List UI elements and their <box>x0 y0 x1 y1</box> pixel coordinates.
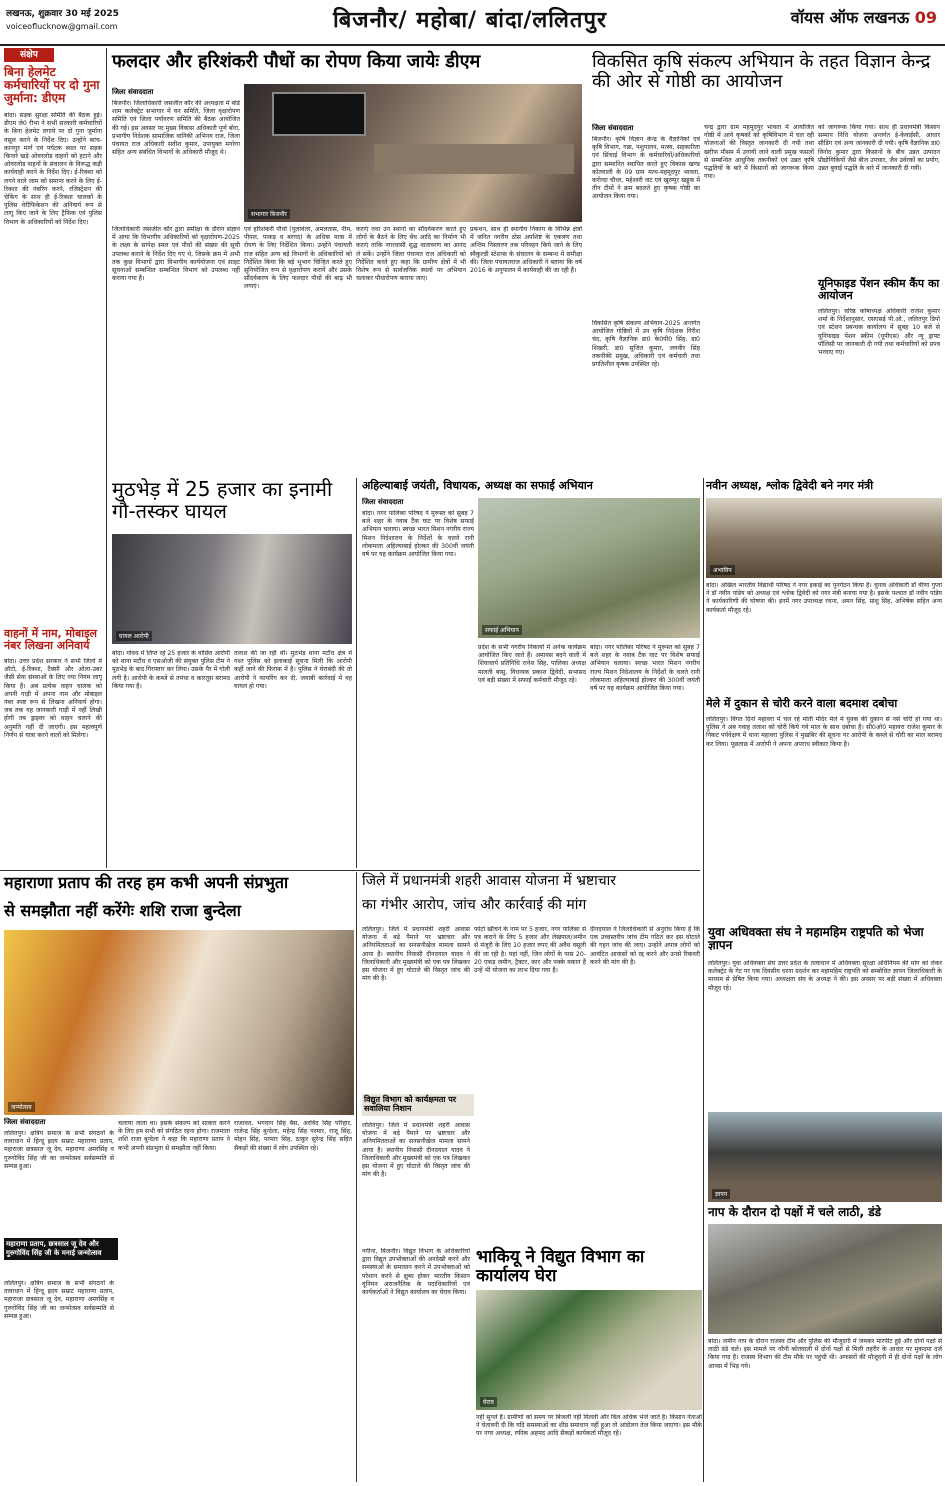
land-dispute-body: बांदा। जमीन नाप के दौरान राजस्व टीम और पुलिस की मौजूदगी में जमकर मारपीट हुई और दोनों पक्षों से लाठी डंडे चले। इस मामले पर नरैनी कोतवाली में दोनों पक्षों से मिली तहरीर के आधार पर मुकदमा दर्ज किया गया है। राजस्व विभाग की टीम मौके पर पहुंची थी। अफसरों की मौजूदगी में ही दोनों पक्षों के लोग आपस में भिड़ गये। <box>708 1338 942 1370</box>
brief-body-2: बांदा। उत्तर प्रदेश सरकार ने सभी जिलों में ऑटो, ई-रिक्शा, टैक्सी और ओला-उबर जैसी सेवा संस्थाओं के लिए नया नियम लागू किया है। अब प्रत्येक वाहन चालक को अपनी गाड़ी में अपना नाम और मोबाइल नंबर स्पष्ट रूप से लिखना अनिवार्य होगा। जब तक यह जानकारी गाड़ी में नहीं लिखी होगी तब ड्राइवर को वाहन चलाने की अनुमति नहीं दी जाएगी। इस महत्वपूर्ण निर्णय से यात्रा करने वालों को मिलेगा। <box>4 658 102 739</box>
encounter-body-2: तलाश की जा रही थी। मुठभेड़ थाना मटौंध क्षेत्र में गश्त पुलिस को इलाकाई सूचना मिली कि आरोपी कहीं जाने की फिराक में है। पुलिस ने घेराबंदी की तो आरोपी ने फायरिंग कर दी, जवाबी कार्रवाई में वह घायल हो गया। <box>234 650 352 690</box>
encounter-photo <box>112 534 352 644</box>
lawyers-body: ललितपुर। युवा अधिवक्ता संघ उत्तर प्रदेश के तत्वाधान में अधिवक्ता सुरक्षा अधिनियम की मांग को लेकर कलेक्ट्रेट के गेट पर एक दिवसीय धरना प्रदर्शन कर महामहिम राष्ट्रपति को सम्बोधित ज्ञापन जिलाधिकारी के माध्यम से प्रेषित किया गया। अध्यक्षता संघ के अध्यक्ष ने की। इस अवसर पर बड़ी संख्या में अधिवक्ता मौजूद रहे। <box>708 960 942 992</box>
maharana-body-3: राजावत, भगवान सिंह बैस, अरविंद सिंह परिहार, राजेन्द्र सिंह बुन्देला, महेन्द्र सिंह परमार, राजू सिंह, मोहन सिंह, परमार सिंह, ठाकुर सुरेन्द्र सिंह सहित सैकड़ों की संख्या में लोग उपस्थित रहे। <box>234 1120 352 1152</box>
maharana-photo <box>4 930 354 1115</box>
column-rule <box>703 478 704 1482</box>
ups-headline: यूनिफाइड पेंशन स्कीम कैंप का आयोजन <box>818 277 940 303</box>
lawyers-photo-label: ज्ञापन <box>712 1189 730 1199</box>
housing-body-2: फोटो खींचने के नाम पर 5 हजार, नगर पालिका से पत्र कराने के लिए 5 हजार और लेखपाल/अमीन से मंजूरी के लिए 10 हजार रुपए की अवैध वसूली की जा रही है। यहां नहीं, जिन लोगों के पास 20-20 एकड़ जमीन, ट्रैक्टर, कार और पक्के मकान हैं उन्हें भी योजना का लाभ दिया गया है। <box>474 926 586 975</box>
maharana-body-1: ललितपुर। क्षत्रिय समाज के सभी संगठनों के तत्वाधान में हिन्दू ह्रदय सम्राट महाराणा प्रताप, महाराजा छत्रसाल जू देव, महाराणा अमरसिंह व गुरुगोविंद सिंह जी का जन्मोत्सव सर्वसम्मति से सम्पन्न हुआ। <box>4 1130 114 1170</box>
cleaning-headline: अहिल्याबाई जयंती, विधायक, अध्यक्ष का सफाई अभियान <box>362 479 593 492</box>
fair-theft-headline: मेले में दुकान से चोरी करने वाला बदमाश दबोचा <box>706 697 898 710</box>
abvp-headline: नवीन अध्यक्ष, श्लोक द्विवेदी बने नगर मंत्री <box>706 479 874 492</box>
fair-theft-body: ललितपुर। विगत दिनों महावरा में चल रहे मोती मंदिर मेले में युवक की दुकान से नर्स चोरी हो गया था। पुलिस ने अब गवाह तलाश को चोरी किये गये माल के साथ दबोचा है। सी0ओ0 महावरा राजेश कुमार के निकट पर्यवेक्षण में थाना महावरा पुलिस ने मुखबिर की सूचना पर आरोपी के कब्जे से चोरी का माल बरामद कर लिया। पूछताछ में आरोपी ने अपना अपराध स्वीकार किया है। <box>706 716 942 748</box>
maharana-photo-label: जन्मोत्सव <box>8 1102 35 1112</box>
maharana-dateline: जिला संवाददाता <box>4 1118 46 1126</box>
bku-body-2: नहीं सुनते हैं। ग्रामीणों को समय पर बिजली नहीं मिलती और बिल अधिक भेजे जाते हैं। किसान नेताओं ने चेतावनी दी कि यदि समस्याओं का शीघ्र समाधान नहीं हुआ तो आंदोलन तेज किया जाएगा। इस मौके पर नगर अध्यक्ष, रफीक अहमद आदि सैकड़ों कार्यकर्ता मौजूद रहे। <box>476 1414 702 1438</box>
housing-subhead: विद्युत विभाग को कार्यक्षमता पर सवालिया निशान <box>362 1094 474 1116</box>
encounter-headline: मुठभेड़ में 25 हजार का इनामी गौ-तस्कर घायल <box>112 477 333 523</box>
agri-dateline: जिला संवाददाता <box>592 124 634 132</box>
cleaning-body-1: बांदा। नगर पालिका परिषद ने मुरूस्त को सुबह 7 बजे शहर के नवाब टैंक घाट पर विशेष सफाई अभियान चलाया। स्वच्छ भारत मिशन नगरीय राज्य मिशन निदेशालय के निर्देशों के चलते रानी लोकमाता अहिल्याबाई होल्कर की 300वीं जयंती वर्ष पर यह कार्यक्रम आयोजित किया गया। <box>362 510 474 559</box>
lawyers-headline: युवा अधिवक्ता संघ ने महामहिम राष्ट्रपति को भेजा ज्ञापन <box>708 925 924 953</box>
bku-photo <box>476 1290 702 1410</box>
column-rule <box>356 872 357 1482</box>
maharana-headline-1: महाराणा प्रताप की तरह हम कभी अपनी संप्रभुता <box>4 873 289 892</box>
column-rule <box>106 48 107 868</box>
ups-body: ललितपुर। चरिष्ठ कोषाध्यक्ष अधिकारी राजेश कुमार शर्मा के निर्देशानुसार, एसएसई पी.ओ., ललितपुर डिपो एवं स्टेशन प्रबन्धक कार्यालय में सुबह 10 बजे से यूनिफाइड पेंशन स्कीम (यूपीएस) और न्यू ड्राफ्ट पॉलिसी पर जानकारी दी गयी तथा कर्मचारियों को प्रपत्र भरवाए गए। <box>818 308 940 357</box>
brief-tag: संक्षेप <box>4 48 54 62</box>
section-title: बिजनौर/ महोबा/ बांदा/ललितपुर <box>333 8 607 33</box>
lawyers-photo <box>708 1112 942 1202</box>
agri-body-2: विकसित कृषि संकल्प अभियान-2025 अन्तर्गत आयोजित गोष्ठियों में उप कृषि निदेशक गिरीश चंद, कृषि वैज्ञानिक डा0 के0पी0 सिंह, डा0 शिखरी, डा0 सुजित कुमार, जयवीर सिंह तकनीकी प्रमुख, अधिकारी एवं कर्मचारी तथा प्रगतिशील कृषक उपस्थित रहे। <box>592 320 700 369</box>
abvp-photo-label: अभाविप <box>710 565 735 575</box>
land-dispute-photo <box>708 1224 942 1334</box>
housing-body-1: ललितपुर। जिले में प्रधानमंत्री शहरी आवास योजना में बड़े पैमाने पर भ्रष्टाचार और अनियमितताओं का सनसनीखेज मामला सामने आया है। स्थानीय निवासी दीनदयाल यादव ने जिलाधिकारी और मुख्यमंत्री को एक पत्र लिखकर इस योजना में हुए घोटाले की विस्तृत जांच की मांग की है। <box>362 926 470 983</box>
brief-headline-1: बिना हेलमेट कर्मचारियों पर दो गुना जुर्माना: डीएम <box>4 65 100 106</box>
lead-body-1: बिजनौर। जिलाधिकारी जसजीत कौर की अध्यक्षता में बोर्ड शाम कलेक्ट्रेट सभागार में वन समिति, जिला वृक्षारोपण समिति एवं जिला पर्यावरण समिति की बैठक आयोजित की गई। इस अवसर पर मुख्य विकास अधिकारी पूर्ण बोरा, प्रभागीय निदेशक सामाजिक वानिकी अभिनय राज, जिला पंचायत राज अधिकारी सतीश कुमार, उपायुक्त मनरेगा सहित अन्य संबंधित विभागों के अधिकारी मौजूद थे। <box>112 100 240 157</box>
brief-body-1: बांदा। सड़क सुरक्षा समिति की बैठक हुई। डीएम जे0 रीभा ने सभी सरकारी कर्मचारियों के बिना हेलमेट लगाये पर दो गुना जुर्माना वसूल करने के निर्देश दिए। उन्होंने कांच-कानपुर मार्ग एवं पर्यटक स्थल पर सड़क किनारे खड़े ओवरलोड वाहनों को हटाने और ओवरलोड वाहनों के संचालन के विरूद्ध कड़ी कार्यवाही करने के निर्देश दिए। ई-रिक्शा को लगने वाले जाम को समाप्त करने के लिए ई-रिक्शा की नंबरिंग करने, रजिस्ट्रेशन की चेकिंग के साथ ही ई-रिक्शा चालकों के पुलिस वेरीफिकेशन की अनिवार्य रूप से लागू किए जाने के लिए ट्रैफिक एवं पुलिस विभाग के अधिकारियों को निर्देश दिए। <box>4 112 102 226</box>
housing-headline-1: जिले में प्रधानमंत्री शहरी आवास योजना में भ्रष्टाचार <box>362 873 617 889</box>
cleaning-dateline: जिला संवाददाता <box>362 498 404 506</box>
encounter-photo-label: घायल आरोपी <box>116 631 152 641</box>
agri-body-1: बिजनौर। कृषि विज्ञान केन्द्र के वैज्ञानिकों एवं कृषि विभाग, गन्ना, पशुपालन, मत्स्य, सहकारिता एवं सिंचाई विभाग के कर्मचारियों/अधिकारियों द्वारा सम्मानित स्थापित करते हुए विकास खण्ड कोतवाली के 09 ग्राम मत्थ-महमूदपुर भावता, करोन्दा चौधर, महेश्वरी जट एवं खुरम्पुर खड्डक में तीन टीमों ने क्रम बदलते हुए कृषक गोष्ठी का आयोजन किया गया। <box>592 136 700 201</box>
bku-photo-label: घेराव <box>480 1397 497 1407</box>
agri-body-4: को जागरूक किया गया। साथ ही प्रधानमंत्री किसान सम्मान निधि योजना अन्तर्गत ई-केवाईसी, आधार सीडिंग एवं अन्य जानकारी दी गयी। कृषि वैज्ञानिक डा0 विनोद कुमार द्वारा किसानों के बीच उन्नत उत्पादन प्रौद्योगिकियों जैसे बीज उपचार, जैव उर्वरकों का प्रयोग, उन्नत बुवाई पद्धति के बारे में जानकारी दी गयी। <box>818 124 940 173</box>
cleaning-photo-label: सफाई अभियान <box>482 625 522 635</box>
maharana-caption-box: महाराणा प्रताप, छत्रसाल जू देव और गुरुगोविंद सिंह जी के मनाई जन्मोत्सव <box>4 1238 118 1260</box>
housing-body-4: ललितपुर। जिले में प्रधानमंत्री शहरी आवास योजना में बड़े पैमाने पर भ्रष्टाचार और अनियमितताओं का सनसनीखेज मामला सामने आया है। स्थानीय निवासी दीनदयाल यादव ने जिलाधिकारी और मुख्यमंत्री को एक पत्र लिखकर इस योजना में हुए घोटाले की विस्तृत जांच की मांग की है। <box>362 1122 470 1179</box>
bku-headline: भाकियू ने विद्युत विभाग का कार्यालय घेरा <box>476 1247 645 1286</box>
agri-body-3: चन्द्र द्वारा ग्राम महमूदपुर भावता में आयोजित गोष्ठी में आये कृषकों को कृषिविभाग में चल रही योजनाओं की विस्तृत जानकारी दी गयी तथा खरीफ मौसम में उगायी जाने वाली प्रमुख फसलों से सम्बन्धित आधुनिक तकनीकों एवं उन्नत कृषि पद्धतियों के बारे में किसानों को जागरूक किया गया। <box>704 124 814 181</box>
agri-headline: विकसित कृषि संकल्प अभियान के तहत विज्ञान केन्द्र की ओर से गोष्ठी का आयोजन <box>592 51 931 92</box>
maharana-body-4: ललितपुर। क्षत्रिय समाज के सभी संगठनों के तत्वाधान में हिन्दू ह्रदय सम्राट महाराणा प्रताप, महाराजा छत्रसाल जू देव, महाराणा अमरसिंह व गुरुगोविंद सिंह जी का जन्मोत्सव सर्वसम्मति से सम्पन्न हुआ। <box>4 1280 114 1320</box>
cleaning-body-3: बांदा। नगर पालिका परिषद ने मुरूस्त को सुबह 7 बजे शहर के नवाब टैंक घाट पर विशेष सफाई अभियान चलाया। स्वच्छ भारत मिशन नगरीय राज्य मिशन निदेशालय के निर्देशों के चलते रानी लोकमाता अहिल्याबाई होल्कर की 300वीं जयंती वर्ष पर यह कार्यक्रम आयोजित किया गया। <box>590 644 700 693</box>
cleaning-body-2: प्रदेश के सभी नगरीय निकायों में अनेक कार्यक्रम आयोजित किए जाते हैं। अमावस बदने वाली में शिवाचार्य प्रतिनिधि रत्नेश सिंह, पालिका अध्यक्ष मालती बासु, विधायक प्रकाश द्विवेदी, सभासद एवं बड़ी संख्या में सफाई कर्मचारी मौजूद रहे। <box>478 644 586 684</box>
photo-label: सभागार बिजनौर <box>248 209 290 219</box>
housing-body-3: दीनदयाल ने जिलाधिकारी से अनुरोध किया है कि एक उच्चस्तरीय जांच टीम गठित कर इस घोटाले की गहन जांच की जाए। उन्होंने अपात्र लोगों को आवंटित आवासों को रद्द करने और उनसे रिकवरी करने की मांग की है। <box>590 926 700 966</box>
abvp-body: बांदा। अखिल भारतीय विद्यार्थी परिषद ने नगर इकाई का पुनर्गठन किया है। चुनाव अधिकारी डॉ वीणा गुप्ता ने डॉ नवीन पांडेय को अध्यक्ष एवं श्लोक द्विवेदी को नगर मंत्री बनाया गया है। इसके पश्चात डॉ नवीन पांडेय ने कार्यकारिणी की घोषणा की। इनमें नगर उपाध्यक्ष रचना, अमन सिंह, प्रांशु सिंह, अभिषेक सहित अन्य कार्यकर्ता मौजूद रहे। <box>706 582 942 614</box>
cleaning-photo <box>478 498 700 638</box>
maharana-body-2: चलाया जाता था। इसके संकल्प को साकार करने के लिए हम सभी को संगठित रहना होगा। राजमाता शशि राजा बुन्देला ने कहा कि महाराणा प्रताप ने कभी अपनी संप्रभुता से समझौता नहीं किया। <box>118 1120 230 1152</box>
lead-dateline: जिला संवाददाता <box>112 88 154 96</box>
lead-body-5: प्रबन्धन, साथ ही स्थानीय निकाय के विभिन्न क्षेत्रों में जनित नगरीय ठोस अपशिष्ट के एकत्रण तथा अन्तिम निस्तारण तक परिवहन किये जाने के लिए स्वैकुल्डी स्टेशन्स के संचालन के सम्बन्ध में समीक्षा की। जिला पंचायतराज अधिकारी ने बताया कि वर्ष 2016 के अनुपालन में कार्यवाही की जा रही है। <box>470 226 582 275</box>
lead-body-2: जिलाधिकारी जसजीत कौर द्वारा समीक्षा के दौरान संज्ञान में आया कि विभागीय अधिकारियों को वृक्षारोपण-2025 के लक्ष्य के सापेक्ष स्थल एवं पौधों की संख्या की सूची उपलब्ध कराने के निर्देश दिए गए थे, जिसके क्रम में अभी तक कुछ विभागों द्वारा विभागीय कार्ययोजना एवं साइट सूचनाओं सम्बन्धित सम्बन्धित विभाग को उपलब्ध नहीं कराया गया है। <box>112 226 240 283</box>
bku-body-1: नगीना, बिजनौर। विद्युत विभाग के अधिकारियों द्वारा विद्युत उपभोक्ताओं की अनदेखी करने और समस्याओं के समाधान करने में उपभोक्ताओं को परेशान करने से क्षुब्ध होकर भारतीय किसान यूनियन अराजनैतिक के पदाधिकारियों एवं कार्यकर्ताओं ने विद्युत कार्यालय का घेराव किया। <box>362 1248 470 1297</box>
section-rule <box>0 870 700 871</box>
abvp-photo <box>706 498 942 578</box>
lead-body-4: कराएं तथा उन स्थानों का सौंदर्यकरण करते हुए लोगों के बैठने के लिए बेंच आदि का निर्माण भी कराएं ताकि नगरवासी शुद्ध वातावरण का आनंद ले सकें। उन्होंने जिला पंचायत राज अधिकारी को निर्देशित करते हुए कहा कि ग्रामीण क्षेत्रों में भी विशेष रूप से सार्वजनिक स्थलों पर अभियान चलाकर पौधारोपण कराया जाए। <box>356 226 466 283</box>
housing-headline-2: का गंभीर आरोप, जांच और कार्रवाई की मांग <box>362 897 587 913</box>
lead-body-3: एवं हरिशंकरी पौधों (पुलावंतर, अमलतास, नीम, पीपल, पाकड़ व बरगद) के अधिक मात्रा में रोपण के लिए निर्देशित किया। उन्होंने पंचायती राज सहित अन्य बड़े विभागों के अधिकारियों को निर्देशित किया कि बड़े भूभाग चिन्हित करते हुए सुनियोजित रूप से वृक्षारोपण करायें और उसके सौंदर्यकरण के लिए फलदार पौधों की बाढ़ भी लगाएं। <box>244 226 352 291</box>
paper-name: वॉयस ऑफ लखनऊ 09 <box>790 8 937 27</box>
land-dispute-headline: नाप के दौरान दो पक्षों में चले लाठी, डंडे <box>708 1205 882 1219</box>
lead-headline: फलदार और हरिशंकरी पौधों का रोपण किया जायेः डीएम <box>112 51 481 72</box>
maharana-headline-2: से समझौता नहीं करेंगेः शशि राजा बुन्देला <box>4 901 241 920</box>
brief-headline-2: वाहनों में नाम, मोबाइल नंबर लिखना अनिवार्य <box>4 627 97 653</box>
column-rule <box>356 478 357 868</box>
meeting-photo <box>244 84 582 222</box>
encounter-body-1: बांदा। गोवध में लिप्त रहे 25 हजार के वांछित आरोपी को थाना मटौंध व एसओजी की संयुक्त पुलिस टीम ने मुठभेड़ के बाद गिरफ्तार कर लिया। उसके पैर में गोली लगी है। आरोपी के कब्जे से तमंचा व कारतूस बरामद किया गया है। <box>112 650 230 690</box>
page-number: 09 <box>914 8 937 27</box>
site-email: voiceoflucknow@gmail.com <box>6 22 118 31</box>
date-line: लखनऊ, शुक्रवार 30 मई 2025 <box>6 9 119 19</box>
